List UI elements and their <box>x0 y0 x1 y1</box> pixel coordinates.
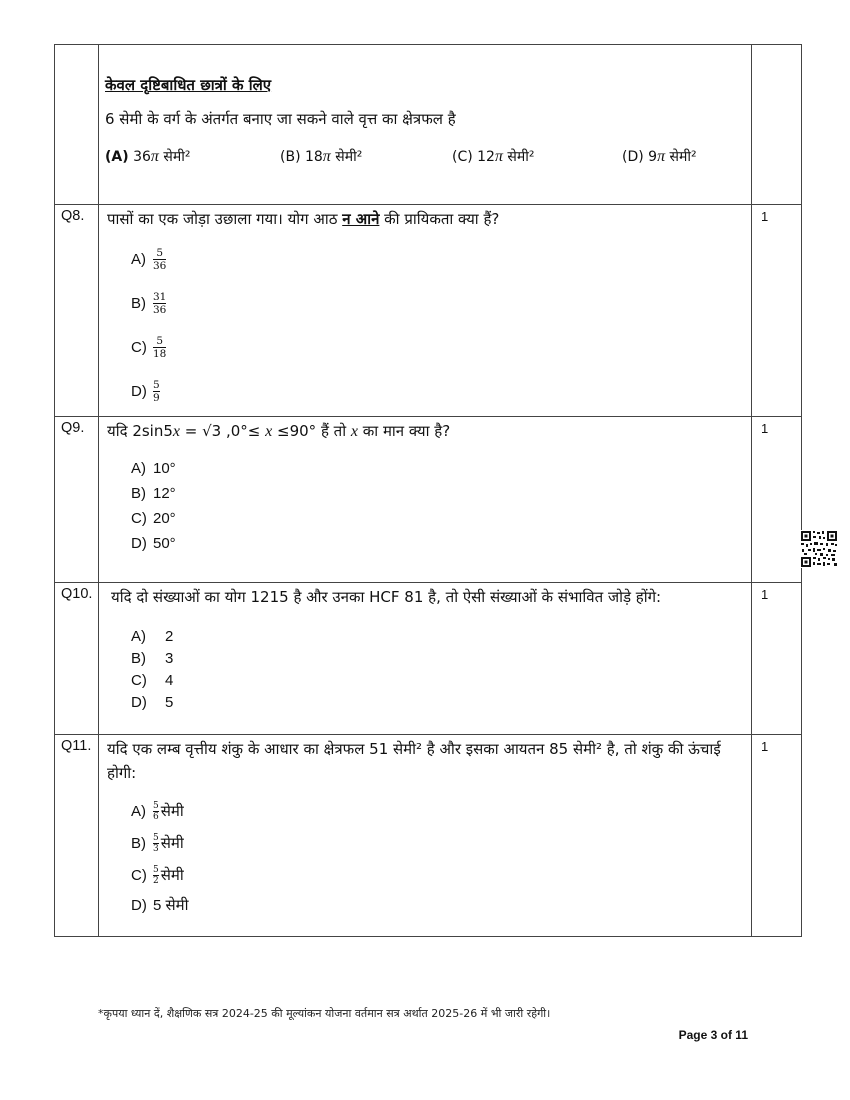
q11-option-d: D) 5 सेमी <box>131 896 189 914</box>
q10-option-c: C) 4 <box>131 671 174 689</box>
q11-row <box>55 735 802 937</box>
q8-text-emphasis: न आने <box>342 210 380 228</box>
page-number: Page 3 of 11 <box>678 1028 748 1042</box>
q8-options <box>99 237 751 413</box>
q10-number: Q10. <box>61 586 93 602</box>
vi-option-c: (C) 12π सेमी² <box>452 148 535 165</box>
q9-options <box>99 456 751 556</box>
q11-text: यदि एक लम्ब वृत्तीय शंकु के आधार का क्षेत्रफल 51 सेमी² है और इसका आयतन 85 सेमी² है, तो शंकु की ऊंचाई होगी: <box>107 740 721 782</box>
fraction: $\frac{31}{36}$ <box>153 290 167 316</box>
q8-option-c: C) $\frac{5}{18}$ <box>131 334 167 360</box>
vi-question: 6 सेमी के वर्ग के अंतर्गत बनाए जा सकने वाले वृत्त का क्षेत्रफल है <box>105 110 456 128</box>
q10-marks: 1 <box>761 587 769 602</box>
q8-row <box>55 205 802 417</box>
vi-marks-cell <box>752 45 802 205</box>
q8-number: Q8. <box>61 208 85 224</box>
fraction: $\frac{5}{2}$ <box>153 864 159 886</box>
q8-text-b: की प्रायिकता क्या हैं? <box>379 210 500 228</box>
fraction: $\frac{5}{6}$ <box>153 800 159 822</box>
footer-note: *कृपया ध्यान दें, शैक्षणिक सत्र 2024-25 की मूल्यांकन योजना वर्तमान सत्र अर्थात 2025-26 में भी जारी रहेगी। <box>98 1007 551 1020</box>
q10-text: यदि दो संख्याओं का योग 1215 है और उनका HCF 81 है, तो ऐसी संख्याओं के संभावित जोड़े होंगे: <box>111 588 662 606</box>
vi-option-d: (D) 9π सेमी² <box>622 148 697 165</box>
question-table <box>54 44 802 937</box>
q11-options <box>99 795 751 919</box>
q9-row <box>55 417 802 583</box>
vi-content-cell <box>99 45 752 205</box>
fraction: $\frac{5}{36}$ <box>153 246 167 272</box>
q11-number: Q11. <box>61 738 92 754</box>
q9-text: यदि 2sin5x = √3 ,0°≤ x ≤90° हैं तो x का मान क्या है? <box>107 422 451 440</box>
vi-options <box>105 147 751 166</box>
q8-option-b: B) $\frac{31}{36}$ <box>131 290 167 316</box>
fraction: $\frac{5}{18}$ <box>153 334 167 360</box>
q8-marks: 1 <box>761 209 769 224</box>
vi-row <box>55 45 802 205</box>
q11-option-a: A) $\frac{5}{6}$ सेमी <box>131 800 184 822</box>
q11-option-c: C) $\frac{5}{2}$ सेमी <box>131 864 184 886</box>
q9-marks: 1 <box>761 421 769 436</box>
fraction: $\frac{5}{9}$ <box>153 378 160 404</box>
qr-code-icon <box>800 530 838 568</box>
vi-option-a: (A) 36π सेमी² <box>105 148 191 165</box>
q10-option-b: B) 3 <box>131 649 174 667</box>
q9-option-a: A) 10° <box>131 460 176 477</box>
q8-text-a: पासों का एक जोड़ा उछाला गया। योग आठ <box>107 210 343 228</box>
q11-option-b: B) $\frac{5}{3}$ सेमी <box>131 832 184 854</box>
q8-text <box>99 205 751 231</box>
q9-number: Q9. <box>61 420 85 436</box>
q10-options <box>99 625 751 713</box>
q10-option-a: A) 2 <box>131 627 174 645</box>
q8-option-d: D) $\frac{5}{9}$ <box>131 378 160 404</box>
q10-row <box>55 583 802 735</box>
fraction: $\frac{5}{3}$ <box>153 832 159 854</box>
vi-heading: केवल दृष्टिबाधित छात्रों के लिए <box>105 76 272 94</box>
vi-option-b: (B) 18π सेमी² <box>280 148 363 165</box>
q8-option-a: A) $\frac{5}{36}$ <box>131 246 167 272</box>
q9-option-d: D) 50° <box>131 535 176 552</box>
q9-option-b: B) 12° <box>131 485 176 502</box>
vi-num-cell <box>55 45 99 205</box>
q11-marks: 1 <box>761 739 769 754</box>
q9-option-c: C) 20° <box>131 510 176 527</box>
q10-option-d: D) 5 <box>131 693 174 711</box>
